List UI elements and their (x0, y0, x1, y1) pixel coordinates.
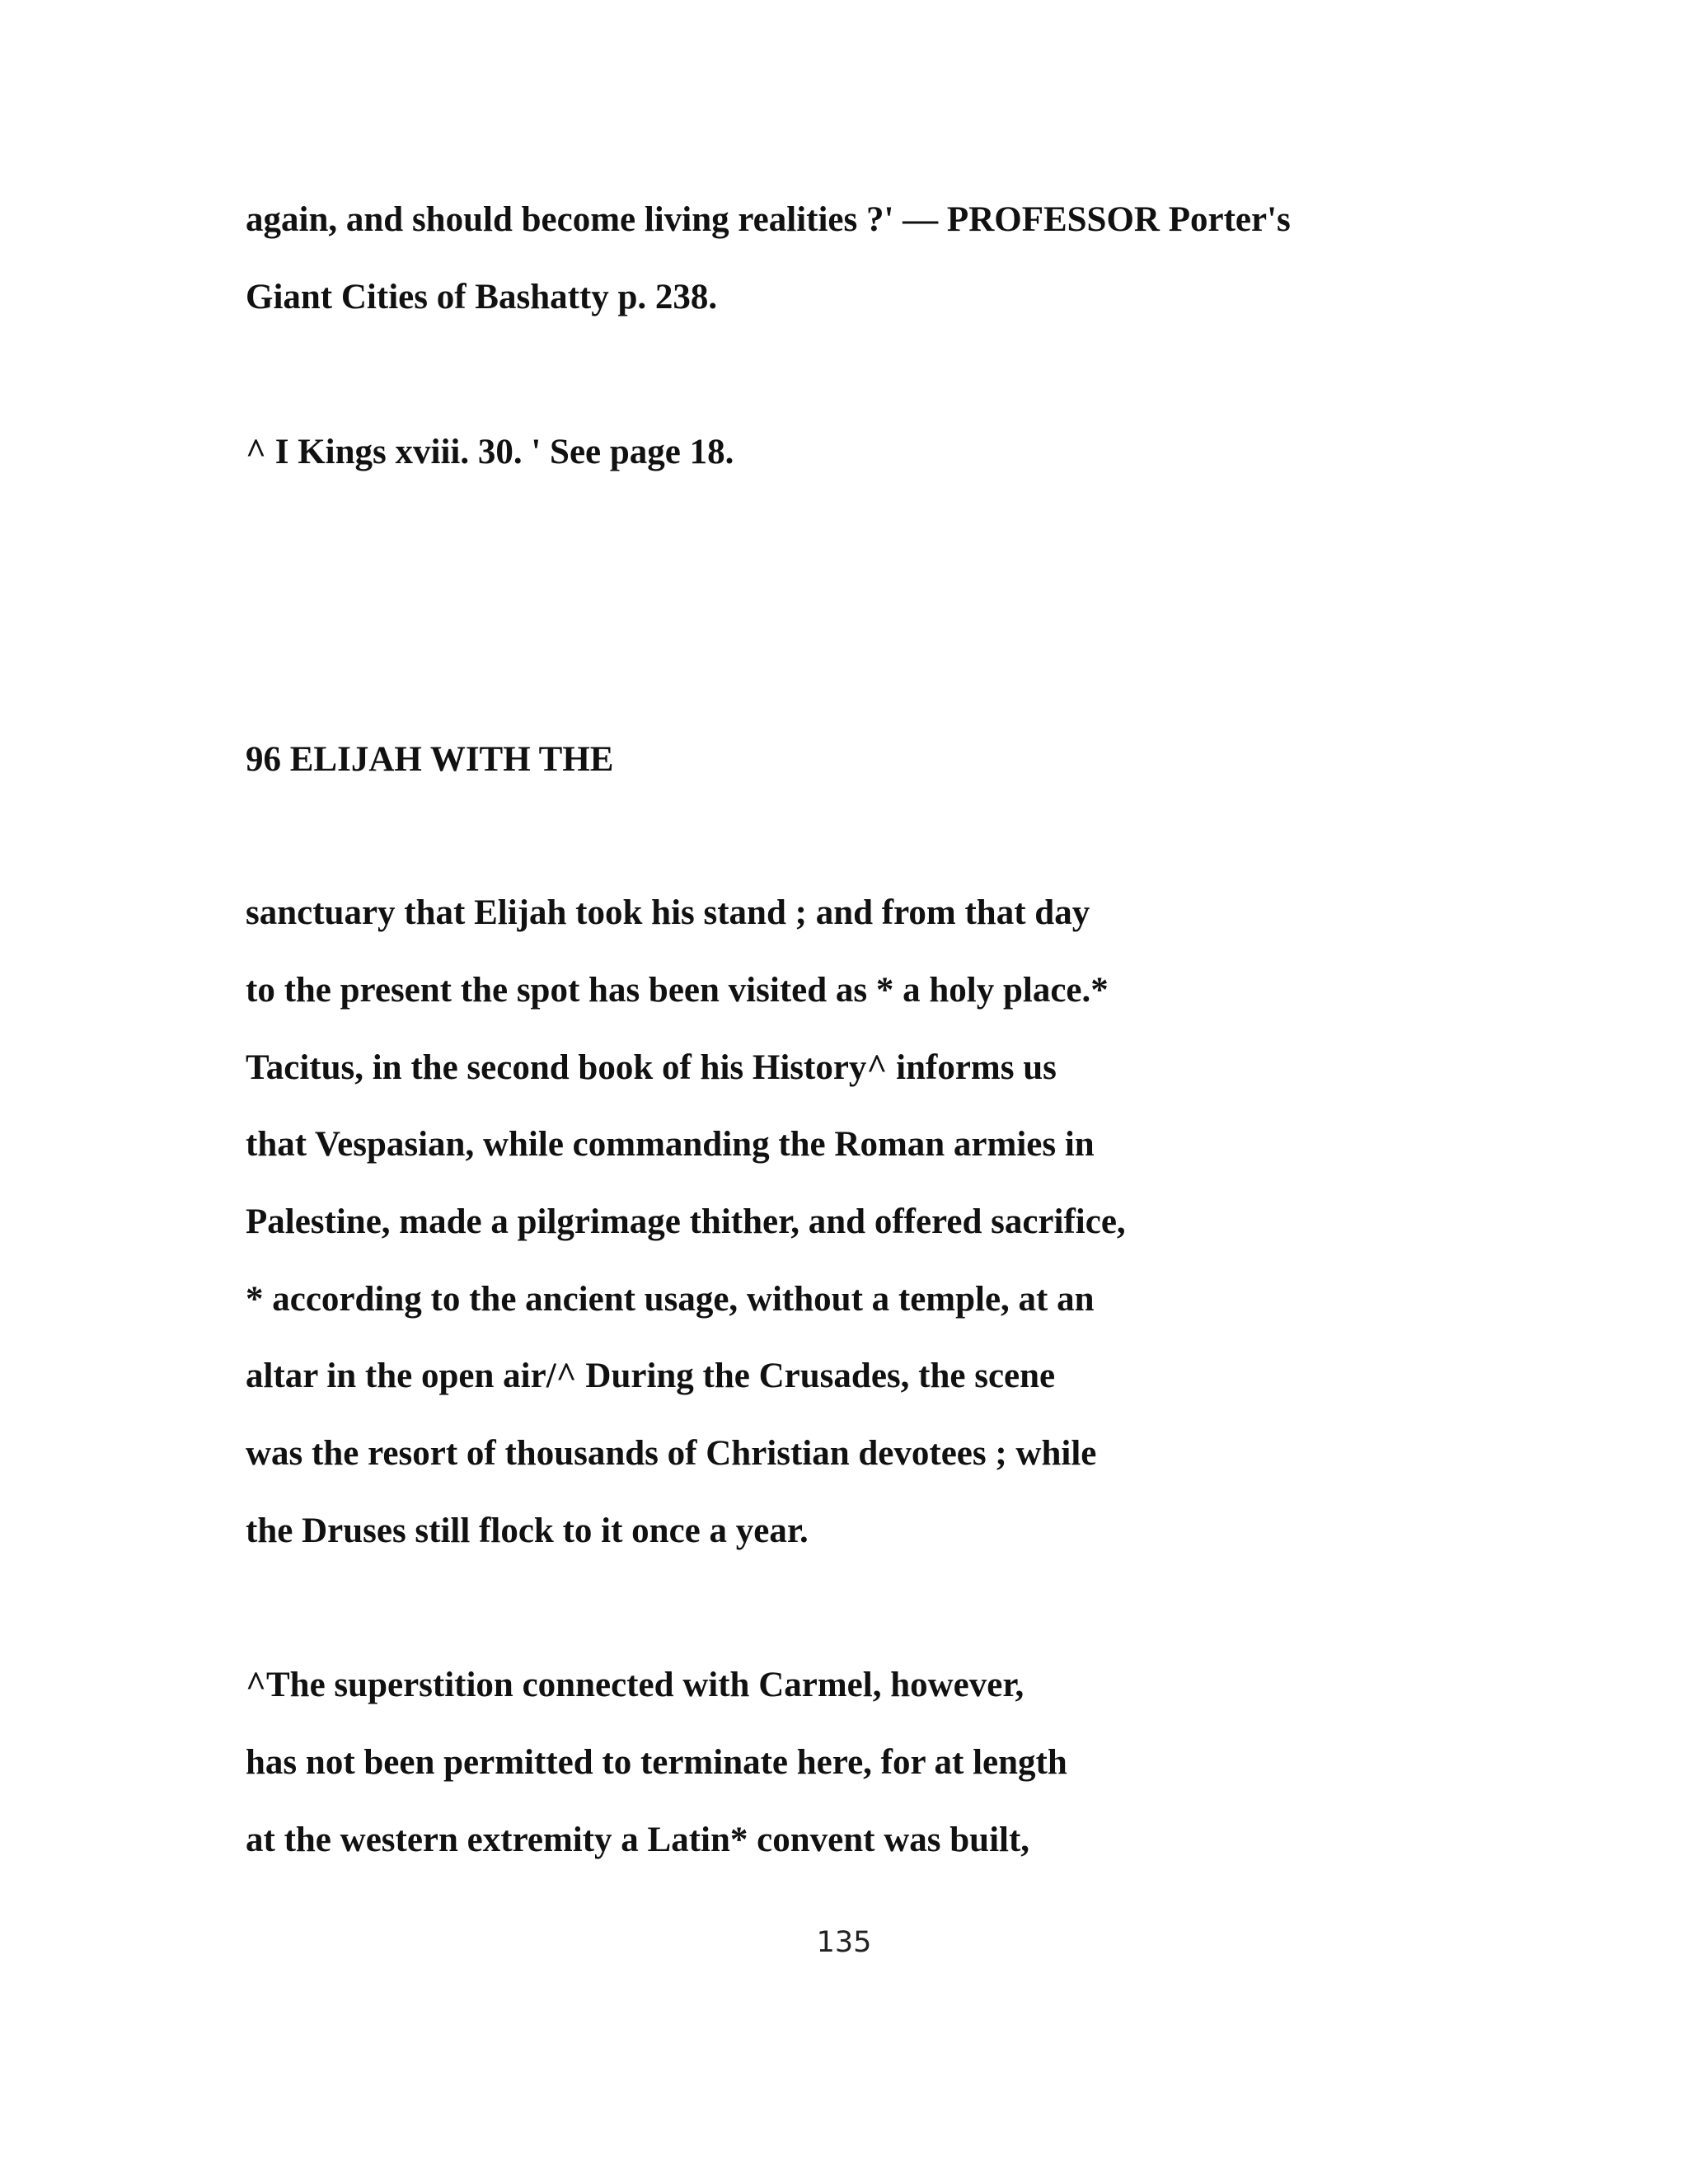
footnote-line: ^ I Kings xviii. 30. ' See page 18. (246, 433, 734, 471)
paragraph-line: * according to the ancient usage, without a temple, at an (246, 1280, 1095, 1319)
paragraph-line: that Vespasian, while commanding the Roman armies in (246, 1125, 1095, 1164)
paragraph-line: was the resort of thousands of Christian devotees ; while (246, 1434, 1097, 1473)
paragraph-line: Palestine, made a pilgrimage thither, and offered sacrifice, (246, 1202, 1126, 1241)
paragraph-line: Tacitus, in the second book of his History^ informs us (246, 1048, 1057, 1087)
paragraph-line: to the present the spot has been visited as * a holy place.* (246, 971, 1109, 1010)
paragraph-line: altar in the open air/^ During the Crusades, the scene (246, 1357, 1056, 1395)
paragraph-line: the Druses still flock to it once a year. (246, 1511, 809, 1550)
page-number: 135 (816, 1926, 872, 1959)
running-header: 96 ELIJAH WITH THE (246, 740, 614, 779)
top-fragment-line: Giant Cities of Bashatty p. 238. (246, 278, 718, 316)
top-fragment-line: again, and should become living realities ?' — PROFESSOR Porter's (246, 200, 1291, 239)
paragraph-line: has not been permitted to terminate here, for at length (246, 1743, 1067, 1782)
paragraph-line: ^The superstition connected with Carmel, however, (246, 1666, 1025, 1704)
paragraph-line: sanctuary that Elijah took his stand ; and from that day (246, 893, 1090, 932)
paragraph-line: at the western extremity a Latin* convent was built, (246, 1821, 1030, 1859)
